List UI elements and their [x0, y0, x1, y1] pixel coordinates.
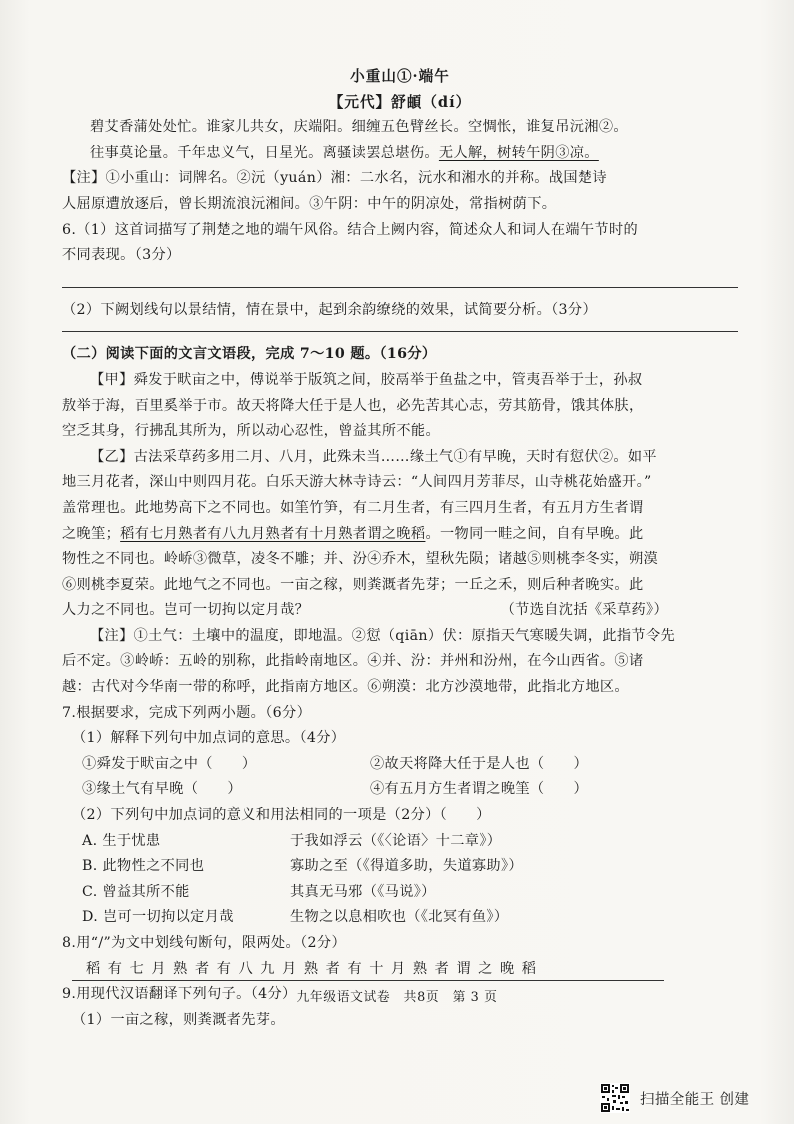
question-7-option-b [62, 854, 738, 880]
question-8-stem: 8.用“/”为文中划线句断句，限两处。（2分） [62, 935, 346, 951]
question-7-items-row-2 [62, 777, 738, 803]
passage-yi-line-6: ⑥则桃李夏荣。此地气之不同也。一亩之稼，则粪溉者先芽；一丘之禾，则后种者晚实。此 [62, 576, 644, 593]
option-a-right: 于我如浮云（《〈论语〉十二章》） [290, 832, 502, 849]
question-9-stem: 9.用现代汉语翻译下列句子。（4分） [62, 986, 297, 1003]
question-7-part-2: （2）下列句中加点词的意义和用法相同的一项是（2分）（ ） [72, 807, 491, 824]
question-7-item-4: ④有五月方生者谓之晚筀（ ） [370, 781, 589, 798]
passage-yi-line-7-text: 人力之不同也。岂可一切拘以定月哉？ [62, 602, 310, 619]
passage-note-3: 越：古代对今华南一带的称呼，此指南方地区。⑥朔漠：北方沙漠地带，此指北方地区。 [62, 679, 629, 696]
watermark-text: 扫描全能王 创建 [640, 1091, 750, 1108]
passage-yi-line-5: 物性之不同也。岭峤③微草，凌冬不雕；并、汾④乔木，望秋先陨；诸越⑤则桃李冬实，朔漠 [62, 551, 659, 568]
answer-line [62, 331, 738, 332]
poem-line-1: 碧艾香蒲处处忙。谁家儿共女，庆端阳。细缠五色臂丝长。空惆怅，谁复吊沅湘②。 [90, 119, 628, 136]
passage-yi-line-4 [62, 522, 738, 548]
passage-note-1: 【注】①土气：土壤中的温度，即地温。②愆（qiān）伏：原指天气寒暖失调，此指节令先 [90, 627, 676, 644]
passage-yi-line-4-end: 。一物同一畦之间，自有早晚。此 [425, 525, 644, 542]
question-7-item-2: ②故天将降大任于是人也（ ） [370, 755, 589, 772]
option-c-left: C. 曾益其所不能 [82, 883, 190, 900]
passage-yi-line-7 [62, 598, 738, 624]
question-7-option-c [62, 880, 738, 906]
poem-line-2 [62, 141, 738, 167]
poem-underlined-line: 无人解，树转午阴③凉。 [438, 144, 599, 161]
answer-space [62, 269, 738, 279]
question-6-part-2: （2）下阙划线句以景结情，情在景中，起到余韵缭绕的效果，试简要分析。（3分） [62, 301, 598, 318]
option-a-left: A. 生于忧患 [82, 832, 161, 849]
page-footer: 九年级语文试卷 共8页 第 3 页 [296, 990, 498, 1005]
question-8-sentence: 稻有七月熟者有八九月熟者有十月熟者谓之晚稻 [86, 960, 544, 977]
question-7-option-d [62, 905, 738, 931]
poem-title: 小重山①·端午 [350, 68, 450, 85]
option-d-right: 生物之以息相吹也（《北冥有鱼》） [290, 909, 509, 926]
question-7-part-1: （1）解释下列句中加点词的意思。（4分） [72, 730, 346, 747]
poem-line-2-text: 往事莫论量。千年忠义气，日星光。离骚读罢总堪伤。 [90, 144, 439, 161]
page-content [62, 64, 738, 1033]
qr-code-icon [600, 1083, 630, 1113]
scanner-watermark [600, 1082, 749, 1114]
passage-note-2: 后不定。③岭峤：五岭的别称，此指岭南地区。④并、汾：并州和汾州，在今山西省。⑤诸 [62, 653, 644, 670]
question-7-option-a [62, 829, 738, 855]
poem-author: 【元代】舒頔（dí） [328, 93, 472, 111]
question-7-stem: 7.根据要求，完成下列两小题。（6分） [62, 704, 312, 721]
question-9-part-1: （1）一亩之稼，则粪溉者先芽。 [72, 1011, 285, 1028]
section-2-heading: （二）阅读下面的文言文语段，完成 7～10 题。（16分） [62, 346, 437, 363]
footer-divider [72, 980, 664, 981]
poem-note-1: 【注】①小重山：词牌名。②沅（yuán）湘：二水名，沅水和湘水的并称。战国楚诗 [62, 170, 607, 187]
question-6-stem-1: 6.（1）这首词描写了荆楚之地的端午风俗。结合上阙内容，简述众人和词人在端午节时的 [62, 221, 639, 238]
passage-jia-line-1: 【甲】舜发于畎亩之中，傅说举于版筑之间，胶鬲举于鱼盐之中，管夷吾举于士，孙叔 [90, 371, 643, 388]
passage-yi-line-2: 地三月花者，深山中则四月花。白乐天游大林寺诗云：“人间四月芳菲尽，山寺桃花始盛开。” [62, 474, 652, 491]
passage-jia-line-3: 空乏其身，行拂乱其所为，所以动心忍性，曾益其所不能。 [62, 423, 440, 440]
question-7-item-1: ①舜发于畎亩之中（ ） [82, 755, 257, 772]
option-c-right: 其真无马邪（《马说》） [290, 883, 436, 900]
question-7-item-3: ③缘土气有早晚（ ） [82, 781, 242, 798]
passage-yi-line-1: 【乙】古法采草药多用二月、八月，此殊未当……缘土气①有早晚，天时有愆伏②。如平 [90, 448, 657, 465]
passage-jia-line-2: 敖举于海，百里奚举于市。故天将降大任于是人也，必先苦其心志，劳其筋骨，饿其体肤， [62, 397, 644, 414]
passage-yi-line-4-start: 之晚筀； [62, 525, 121, 542]
question-7-items-row-1 [62, 752, 738, 778]
passage-source: （节选自沈括《采草药》） [500, 602, 668, 619]
answer-line [62, 287, 738, 288]
option-b-right: 寡助之至（《得道多助，失道寡助》） [290, 858, 523, 875]
passage-yi-line-3: 盖常理也。此地势高下之不同也。如筀竹笋，有二月生者，有三四月生者，有五月方生者谓 [62, 499, 644, 516]
option-b-left: B. 此物性之不同也 [82, 858, 205, 875]
poem-note-2: 人屈原遭放逐后，曾长期流浪沅湘间。③午阴：中午的阴凉处，常指树荫下。 [62, 195, 557, 212]
passage-underlined-sentence: 稻有七月熟者有八九月熟者有十月熟者谓之晚稻 [120, 525, 426, 542]
option-d-left: D. 岂可一切拘以定月哉 [82, 909, 234, 926]
question-6-stem-2: 不同表现。（3分） [62, 247, 181, 264]
